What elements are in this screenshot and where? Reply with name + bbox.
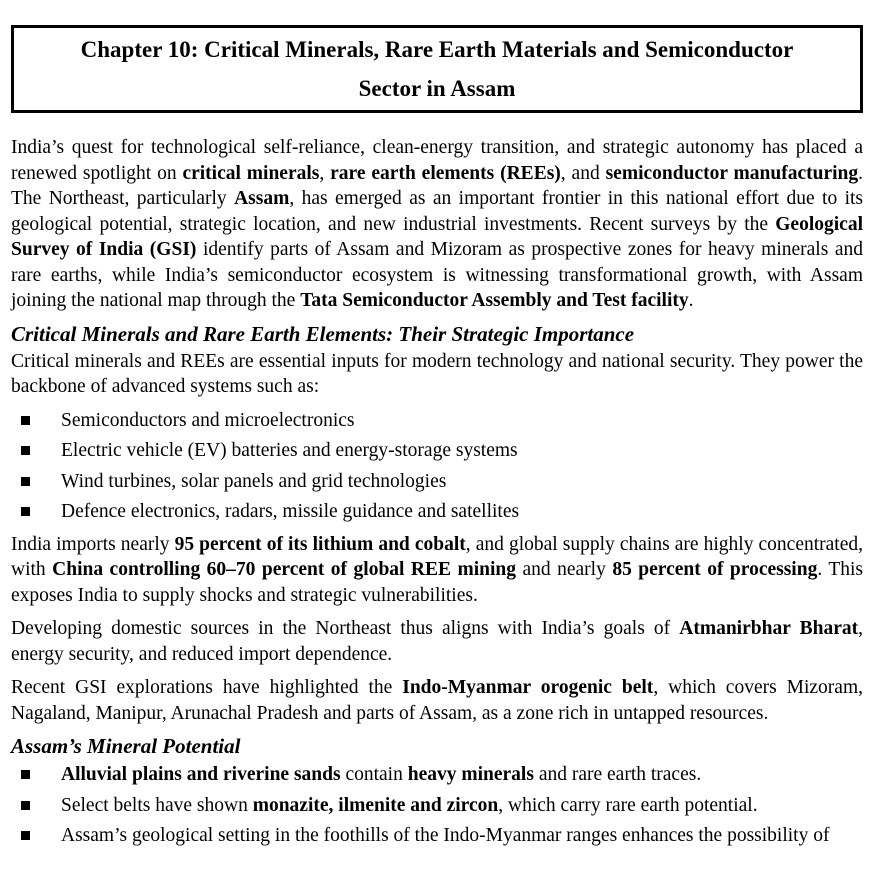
square-bullet-icon xyxy=(21,446,30,455)
list-item xyxy=(11,499,863,525)
applications-list xyxy=(11,408,863,525)
list-item xyxy=(11,793,863,819)
text-run: Tata Semiconductor Assembly and Test facility xyxy=(300,290,689,311)
list-item xyxy=(11,762,863,788)
list-item xyxy=(11,408,863,434)
list-item-text xyxy=(61,762,863,788)
chapter-title-line-1: Chapter 10: Critical Minerals, Rare Earth Materials and Semiconductor xyxy=(80,37,794,62)
text-run: . This exposes India to supply shocks and strategic vulnerabilities. xyxy=(11,559,863,606)
text-run: critical minerals xyxy=(182,162,320,184)
text-run: Geological Survey of India (GSI) xyxy=(11,213,863,260)
list-item xyxy=(11,823,863,849)
list-item-text xyxy=(61,499,863,525)
text-run: semiconductor manufacturing xyxy=(605,162,859,184)
list-item xyxy=(11,469,863,495)
text-run: , energy security, and reduced import dependence. xyxy=(11,618,863,665)
text-run: Assam’s geological setting in the foothills of the Indo-Myanmar ranges enhances the possibility of xyxy=(61,825,830,846)
list-item-text xyxy=(61,408,863,434)
text-run: , has emerged as an important frontier in this national effort due to its geological potential, strategic location, and new industrial investments. Recent surveys by the xyxy=(11,188,864,235)
text-run: monazite, ilmenite and zircon xyxy=(252,794,499,816)
text-run: China controlling 60–70 percent of global REE mining xyxy=(52,559,517,580)
text-run: 95 percent of its lithium and cobalt xyxy=(174,533,466,555)
assam-potential-list xyxy=(11,762,863,849)
text-run: and rare earth traces. xyxy=(533,764,702,785)
intro-paragraph xyxy=(11,135,863,314)
text-run: heavy minerals xyxy=(407,764,534,785)
text-run: Wind turbines, solar panels and grid technologies xyxy=(61,470,447,492)
square-bullet-icon xyxy=(21,477,30,486)
text-run: , which covers Mizoram, Nagaland, Manipur, Arunachal Pradesh and parts of Assam, as a zone rich in untapped resources. xyxy=(11,677,864,724)
text-run: Select belts have shown xyxy=(61,794,253,816)
strategic-intro-paragraph xyxy=(11,349,863,400)
list-item-text xyxy=(61,438,863,464)
text-run: Developing domestic sources in the Northeast thus aligns with India’s goals of xyxy=(11,618,680,639)
list-item-text xyxy=(61,469,863,495)
text-run: and nearly xyxy=(516,559,613,580)
list-item xyxy=(11,438,863,464)
text-run: . The Northeast, particularly xyxy=(11,162,863,209)
text-run: identify parts of Assam and Mizoram as prospective zones for heavy minerals and rare earths, while India’s semiconductor ecosystem is witnessing transformational growth, with Assam joining the national map through the xyxy=(11,239,863,311)
text-run: Critical minerals and REEs are essential inputs for modern technology and national security. They power the backbone of advanced systems such as: xyxy=(11,350,863,397)
text-run: Recent GSI explorations have highlighted the xyxy=(11,677,403,698)
imports-paragraph xyxy=(11,532,863,609)
square-bullet-icon xyxy=(21,507,30,516)
text-run: . xyxy=(688,290,694,311)
text-run: Alluvial plains and riverine sands xyxy=(61,764,341,785)
section-heading-assam-mineral-potential: Assam’s Mineral Potential xyxy=(11,734,241,758)
square-bullet-icon xyxy=(21,831,30,840)
gsi-explorations-paragraph xyxy=(11,675,863,726)
chapter-title-line-2: Sector in Assam xyxy=(358,76,516,101)
text-run: Atmanirbhar Bharat xyxy=(679,618,859,639)
text-run: India’s quest for technological self-reliance, clean-energy transition, and strategic autonomy has placed a renewed spotlight on xyxy=(11,137,863,184)
text-run: Semiconductors and microelectronics xyxy=(61,409,355,431)
text-run: , xyxy=(319,162,331,184)
square-bullet-icon xyxy=(21,416,30,425)
text-run: , and xyxy=(560,162,606,184)
section-heading-strategic-importance: Critical Minerals and Rare Earth Elements: Their Strategic Importance xyxy=(11,321,635,346)
text-run: Assam xyxy=(234,188,290,209)
text-run: Electric vehicle (EV) batteries and energy-storage systems xyxy=(61,440,518,461)
text-run: 85 percent of processing xyxy=(612,559,818,580)
domestic-sources-paragraph xyxy=(11,616,863,667)
text-run: , and global supply chains are highly concentrated, with xyxy=(11,533,863,580)
list-item-text xyxy=(61,823,863,849)
text-run: India imports nearly xyxy=(11,533,175,555)
text-run: Defence electronics, radars, missile guidance and satellites xyxy=(61,501,520,522)
text-run: , which carry rare earth potential. xyxy=(498,794,758,816)
chapter-title-box xyxy=(11,25,863,113)
square-bullet-icon xyxy=(21,801,30,810)
list-item-text xyxy=(61,793,863,819)
text-run: rare earth elements (REEs) xyxy=(330,162,561,184)
text-run: Indo-Myanmar orogenic belt xyxy=(402,677,654,698)
square-bullet-icon xyxy=(21,770,30,779)
text-run: contain xyxy=(340,764,408,785)
